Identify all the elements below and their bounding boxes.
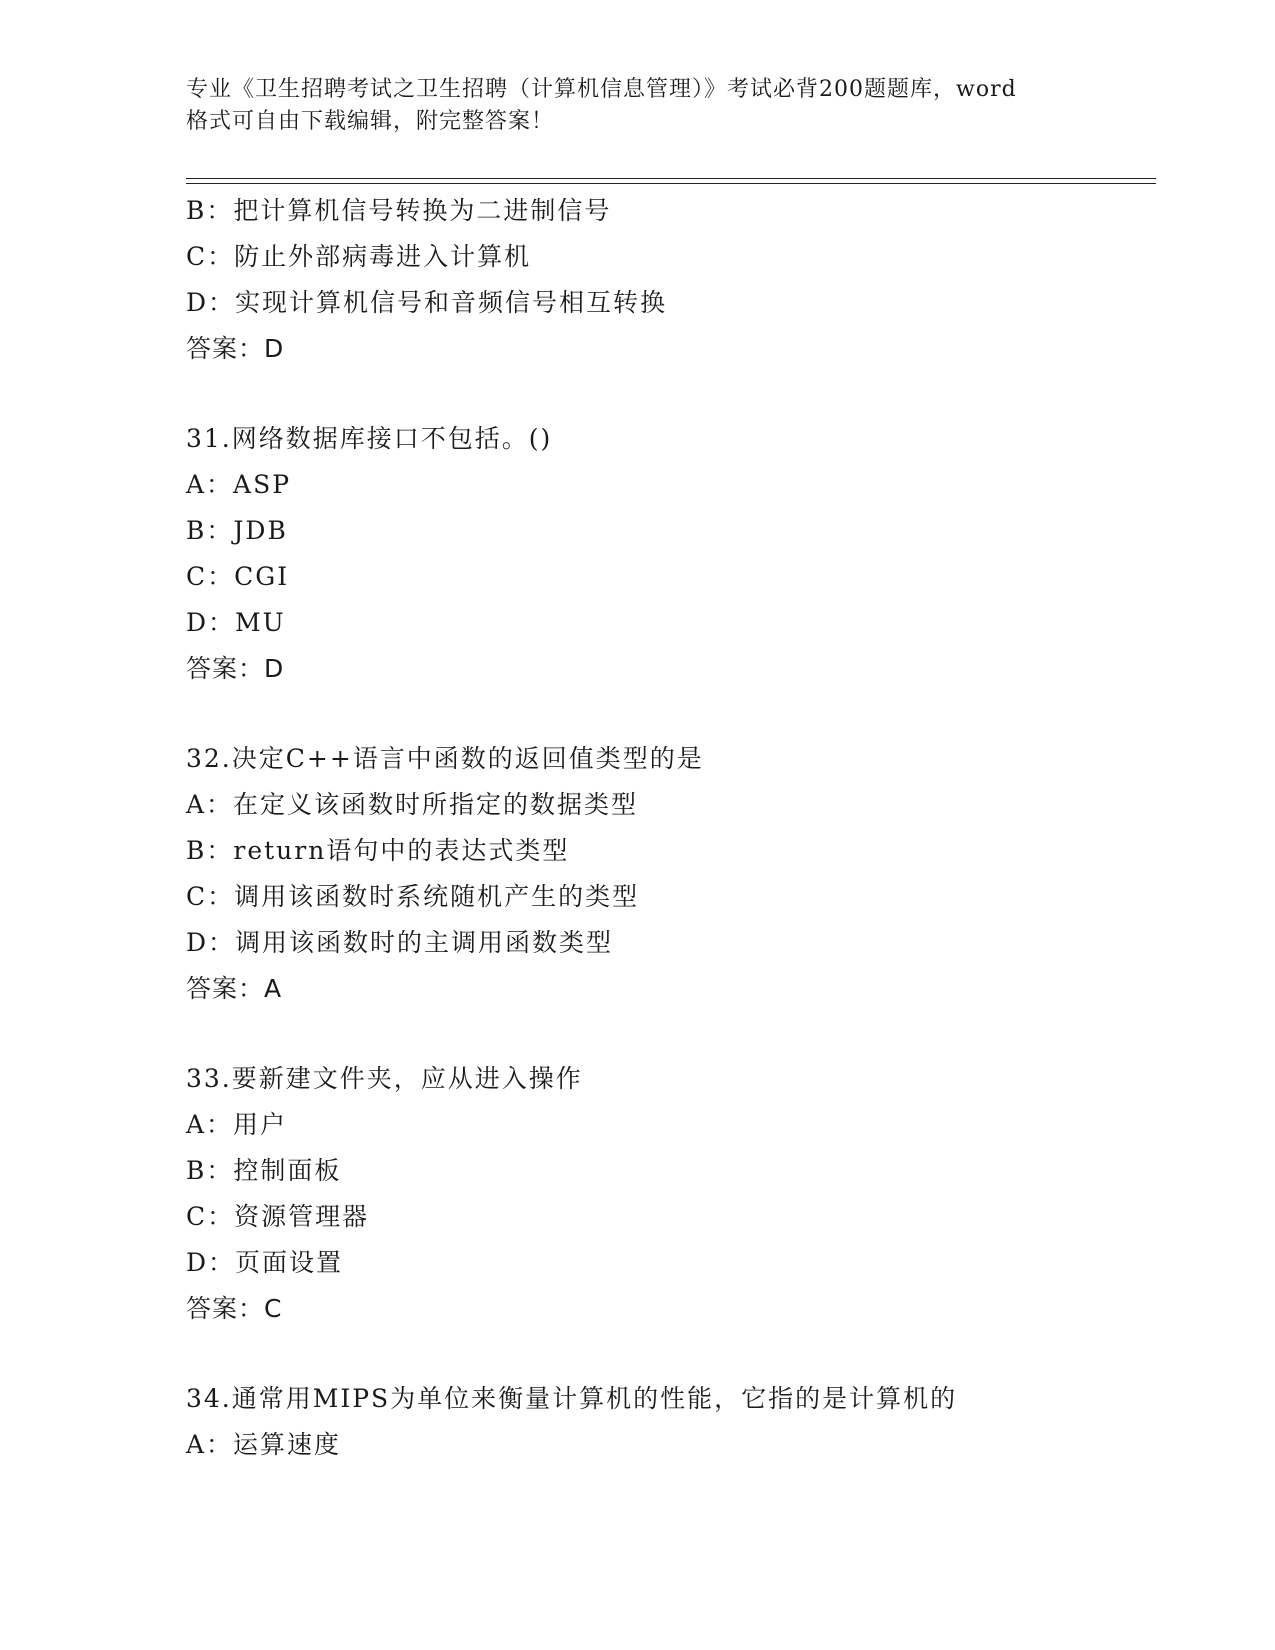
spacer: [186, 372, 1166, 416]
option-c: C：资源管理器: [186, 1202, 370, 1231]
spacer: [186, 1332, 1166, 1376]
answer: 答案：A: [186, 974, 283, 1003]
question-30-continued: [186, 188, 1166, 372]
header-divider-top: [186, 178, 1156, 179]
question-32: [186, 736, 1166, 1012]
option-b: B：JDB: [186, 516, 288, 545]
question-31: [186, 416, 1166, 692]
header-divider-bottom: [186, 183, 1156, 184]
option-d: D：MU: [186, 608, 286, 637]
answer: 答案：D: [186, 654, 285, 683]
header-line-2: 格式可自由下载编辑，附完整答案！: [186, 109, 555, 134]
question-34: [186, 1376, 1166, 1468]
question-stem: 31.网络数据库接口不包括。(): [186, 424, 553, 453]
option-a: A：用户: [186, 1110, 288, 1139]
option-b: B：控制面板: [186, 1156, 342, 1185]
question-stem: 33.要新建文件夹，应从进入操作: [186, 1064, 583, 1093]
question-list: [186, 188, 1166, 1468]
spacer: [186, 1012, 1166, 1056]
option-c: C：调用该函数时系统随机产生的类型: [186, 882, 640, 911]
option-b: B：return语句中的表达式类型: [186, 836, 570, 865]
question-stem: 34.通常用MIPS为单位来衡量计算机的性能，它指的是计算机的: [186, 1384, 958, 1413]
question-33: [186, 1056, 1166, 1332]
answer: 答案：C: [186, 1294, 283, 1323]
option-a: A：ASP: [186, 470, 292, 499]
document-header: [186, 74, 1086, 138]
option-d: D：页面设置: [186, 1248, 344, 1277]
option-a: A：运算速度: [186, 1430, 342, 1459]
header-line-1: 专业《卫生招聘考试之卫生招聘（计算机信息管理）》考试必背200题题库，word: [186, 77, 1017, 102]
option-a: A：在定义该函数时所指定的数据类型: [186, 790, 639, 819]
option-d: D：实现计算机信号和音频信号相互转换: [186, 288, 668, 317]
question-stem: 32.决定C++语言中函数的返回值类型的是: [186, 744, 704, 773]
option-c: C：防止外部病毒进入计算机: [186, 242, 532, 271]
spacer: [186, 692, 1166, 736]
option-c: C：CGI: [186, 562, 290, 591]
option-b: B：把计算机信号转换为二进制信号: [186, 196, 612, 225]
option-d: D：调用该函数时的主调用函数类型: [186, 928, 614, 957]
answer: 答案：D: [186, 334, 285, 363]
